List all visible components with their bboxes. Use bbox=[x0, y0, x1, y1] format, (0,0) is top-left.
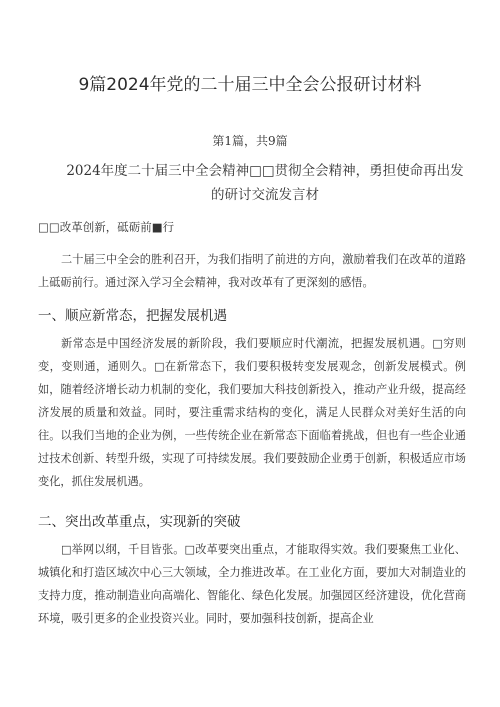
section-heading-2: 二、突出改革重点，实现新的突破 bbox=[38, 514, 241, 530]
document-title: 9篇2024年党的二十届三中全会公报研讨材料 bbox=[78, 75, 422, 95]
section-heading-1: 一、顺应新常态，把握发展机遇 bbox=[38, 308, 227, 324]
tagline: □□改革创新，砥砺前■行 bbox=[38, 220, 175, 234]
section-paragraph-2: □举网以纲，千目皆张。□改革要突出重点，才能取得实效。我们要聚焦工业化、城镇化和打造区域次中心三大领域，全力推进改革。在工业化方面，要加大对制造业的支持力度，推动制造业向高端化、智能化、绿色化发展。加强园区经济建设，优化营商环境，吸引更多的企业投资兴业。同时，要加强科技创新，提高企业 bbox=[38, 543, 466, 625]
subtitle-line-2: 的研讨交流发言材 bbox=[211, 187, 319, 203]
intro-paragraph: 二十届三中全会的胜利召开，为我们指明了前进的方向，激励着我们在改革的道路上砥砺前行。通过深入学习全会精神，我对改革有了更深刻的感悟。 bbox=[38, 253, 466, 289]
section-paragraph-1: 新常态是中国经济发展的新阶段，我们要顺应时代潮流，把握发展机遇。□穷则变，变则通，通则久。□在新常态下，我们要积极转变发展观念，创新发展模式。例如，随着经济增长动力机制的变化，我们要加大科技创新投入，推动产业升级，提高经济发展的质量和效益。同时，要注重需求结构的变化，满足人民群众对美好生活的向往。以我们当地的企业为例，一些传统企业在新常态下面临着挑战，但也有一些企业通过技术创新、转型升级，实现了可持续发展。我们要鼓励企业勇于创新，积极适应市场变化，抓住发展机遇。 bbox=[38, 337, 466, 488]
subtitle-line-1: 2024年度二十届三中全会精神□□贯彻全会精神，勇担使命再出发 bbox=[66, 163, 464, 179]
part-label: 第1篇，共9篇 bbox=[212, 134, 288, 148]
